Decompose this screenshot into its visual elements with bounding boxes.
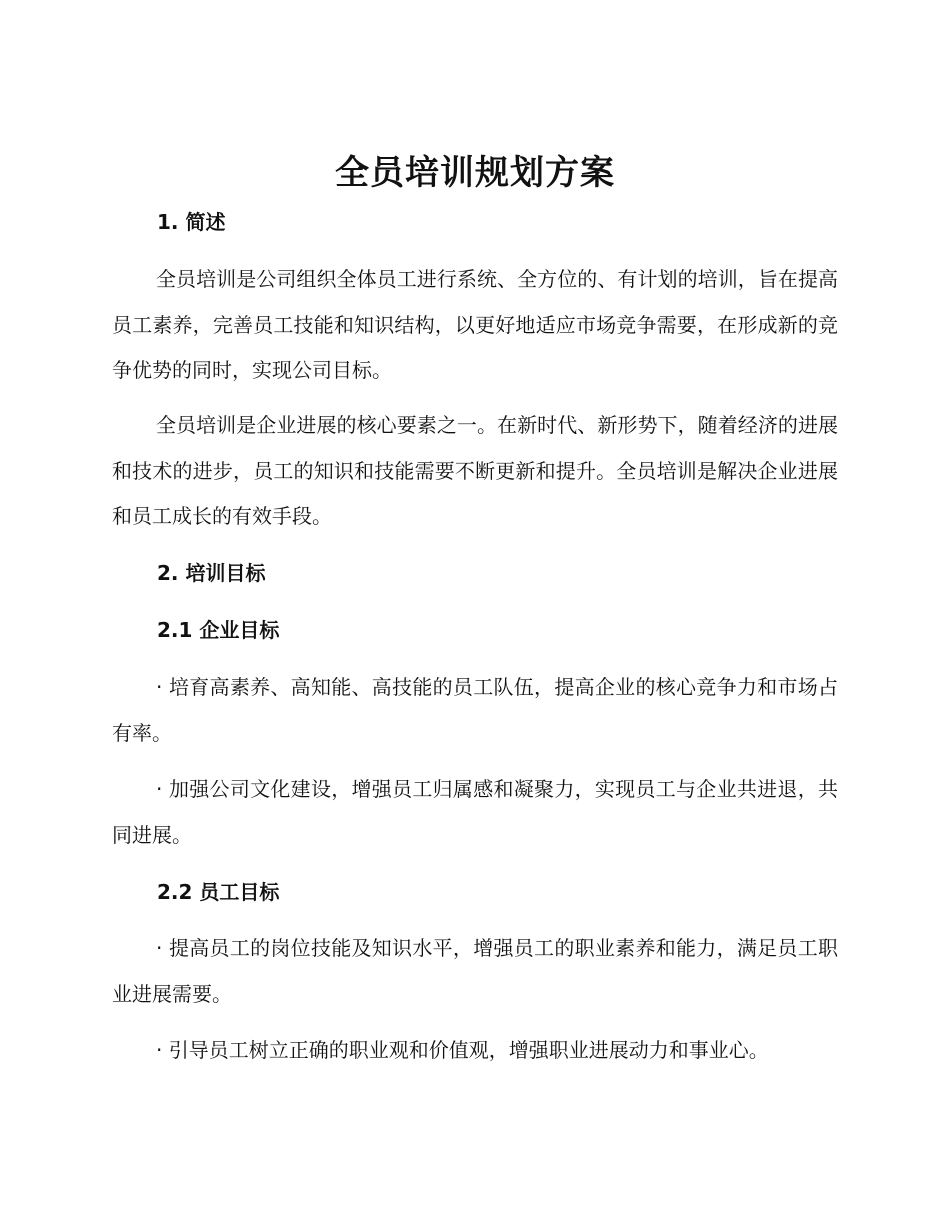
bullet-item-employee-1: · 提高员工的岗位技能及知识水平，增强员工的职业素养和能力，满足员工职业进展需要。 <box>112 936 838 1006</box>
section-heading-training-goals: 2. 培训目标 <box>157 561 266 585</box>
paragraph-overview-1: 全员培训是公司组织全体员工进行系统、全方位的、有计划的培训，旨在提高员工素养，完善员工技能和知识结构，以更好地适应市场竞争需要，在形成新的竞争优势的同时，实现公司目标。 <box>112 267 838 382</box>
document-title: 全员培训规划方案 <box>335 153 615 193</box>
paragraph-overview-2: 全员培训是企业进展的核心要素之一。在新时代、新形势下，随着经济的进展和技术的进步，员工的知识和技能需要不断更新和提升。全员培训是解决企业进展和员工成长的有效手段。 <box>112 413 838 528</box>
bullet-item-enterprise-2: · 加强公司文化建设，增强员工归属感和凝聚力，实现员工与企业共进退，共同进展。 <box>112 777 838 847</box>
bullet-item-employee-2: · 引导员工树立正确的职业观和价值观，增强职业进展动力和事业心。 <box>156 1038 769 1062</box>
bullet-item-enterprise-1: · 培育高素养、高知能、高技能的员工队伍，提高企业的核心竞争力和市场占有率。 <box>112 675 838 745</box>
section-heading-overview: 1. 简述 <box>157 210 226 234</box>
subsection-heading-enterprise-goals: 2.1 企业目标 <box>157 618 280 642</box>
subsection-heading-employee-goals: 2.2 员工目标 <box>157 880 280 904</box>
